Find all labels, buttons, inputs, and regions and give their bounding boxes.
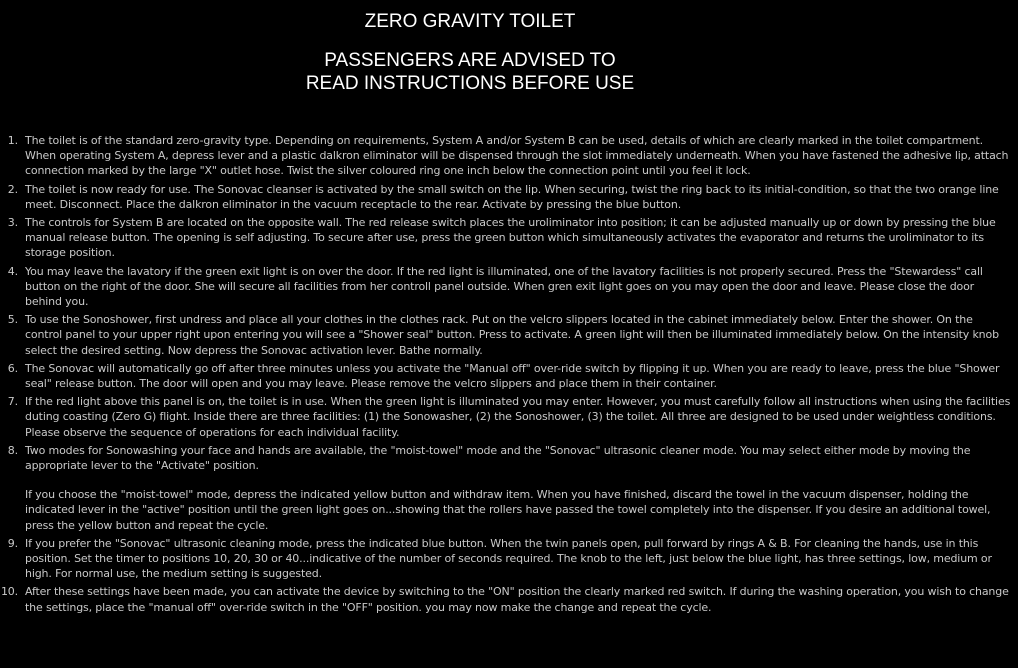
item-text: Two modes for Sonowashing your face and hands are available, the "moist-towel" mode and the "Sonovac" ultrasonic cleaner mode. You may select either mode by moving the appropriate lever to the "Activate" position. (25, 443, 971, 473)
list-item (0, 584, 1012, 614)
item-number: 4. (7, 264, 18, 278)
item-number: 1. (7, 134, 18, 147)
page-title: ZERO GRAVITY TOILET (364, 11, 576, 32)
item-text: The Sonovac will automatically go off after three minutes unless you activate the "Manual off" over-ride switch by flipping it up. When you are ready to leave, press the blue "Shower seal" release button. The door will open and you may leave. Please remove the velcro slippers and place them in their container. (25, 361, 1000, 391)
item-text: If you prefer the "Sonovac" ultrasonic cleaning mode, press the indicated blue button. When the twin panels open, pull forward by rings A & B. For cleaning the hands, use in this position. Set the timer to positions 10, 20, 30 or 40...indicative of the number of seconds required. The knob to the left, just below the blue light, has three settings, low, medium or high. For normal use, the medium setting is suggested. (25, 536, 992, 581)
list-item (0, 394, 1012, 440)
list-item (0, 536, 1012, 582)
item-text: You may leave the lavatory if the green exit light is on over the door. If the red light is illuminated, one of the lavatory facilities is not properly secured. Press the "Stewardess" call button on the right of the door. She will secure all facilities from her controll panel outside. When gren exit light goes on you may open the door and leave. Please close the door behind you. (25, 264, 983, 309)
advisory-line-1: PASSENGERS ARE ADVISED TO (324, 50, 616, 71)
item-number: 2. (7, 182, 18, 196)
instructions-header (0, 10, 940, 95)
list-item (0, 312, 1012, 358)
item-number: 7. (7, 395, 18, 409)
advisory-line-2: READ INSTRUCTIONS BEFORE USE (305, 73, 635, 94)
item-text: The controls for System B are located on the opposite wall. The red release switch places the uroliminator into position; it can be adjusted manually up or down by pressing the blue manual release button. The opening is self adjusting. To secure after use, press the green button which simultaneously activates the evaporator and returns the uroliminator to its storage position. (25, 216, 996, 260)
item-text: To use the Sonoshower, first undress and place all your clothes in the clothes rack. Put on the velcro slippers located in the cabinet immediately below. Enter the shower. On the control panel to your upper right upon entering you will see a "Shower seal" button. Press to activate. A green light will then be illuminated immediately below. On the intensity knob select the desired setting. Now depress the Sonovac activation lever. Bathe normally. (25, 313, 999, 357)
list-item (0, 264, 1012, 310)
list-item (0, 215, 1012, 261)
item-number: 10. (0, 585, 18, 599)
item-text: The toilet is of the standard zero-gravity type. Depending on requirements, System A and/or System B can be used, details of which are clearly marked in the toilet compartment. When operating System A, depress lever and a plastic dalkron eliminator will be dispensed through the slot immediately underneath. When you have fastened the adhesive lip, attach connection marked by the large "X" outlet hose. Twist the silver coloured ring one inch below the connection point until you feel it lock. (25, 134, 1009, 178)
item-text-continued: If you choose the "moist-towel" mode, depress the indicated yellow button and withdraw item. When you have finished, discard the towel in the vacuum dispenser, holding the indicated lever in the "active" position until the green light goes on...showing that the rollers have passed the towel completely into the dispenser. If you desire an additional towel, press the yellow button and repeat the cycle. (25, 488, 991, 532)
list-item (0, 182, 1012, 212)
item-text: If the red light above this panel is on, the toilet is in use. When the green light is illuminated you may enter. However, you must carefully follow all instructions when using the facilities duting coasting (Zero G) flight. Inside there are three facilities: (1) the Sonowasher, (2) the Sonoshower, (3) the toilet. All three are designed to be used under weightless conditions. Please observe the sequence of operations for each individual facility. (25, 395, 1011, 439)
item-number: 6. (7, 361, 18, 375)
instruction-list (0, 133, 1012, 618)
list-item (0, 443, 1012, 533)
item-number: 3. (7, 216, 18, 230)
list-item (0, 133, 1012, 179)
item-text: The toilet is now ready for use. The Sonovac cleanser is activated by the small switch on the lip. When securing, twist the ring back to its initial-condition, so that the two orange line meet. Disconnect. Place the dalkron eliminator in the vacuum receptacle to the rear. Activate by pressing the blue button. (25, 182, 999, 211)
list-item (0, 361, 1012, 391)
item-number: 5. (7, 313, 18, 327)
item-text: After these settings have been made, you can activate the device by switching to the "ON" position the clearly marked red switch. If during the washing operation, you wish to change the settings, place the "manual off" over-ride switch in the "OFF" position. you may now make the change and repeat the cycle. (25, 585, 1009, 614)
item-number: 9. (7, 536, 18, 550)
item-number: 8. (7, 443, 18, 457)
